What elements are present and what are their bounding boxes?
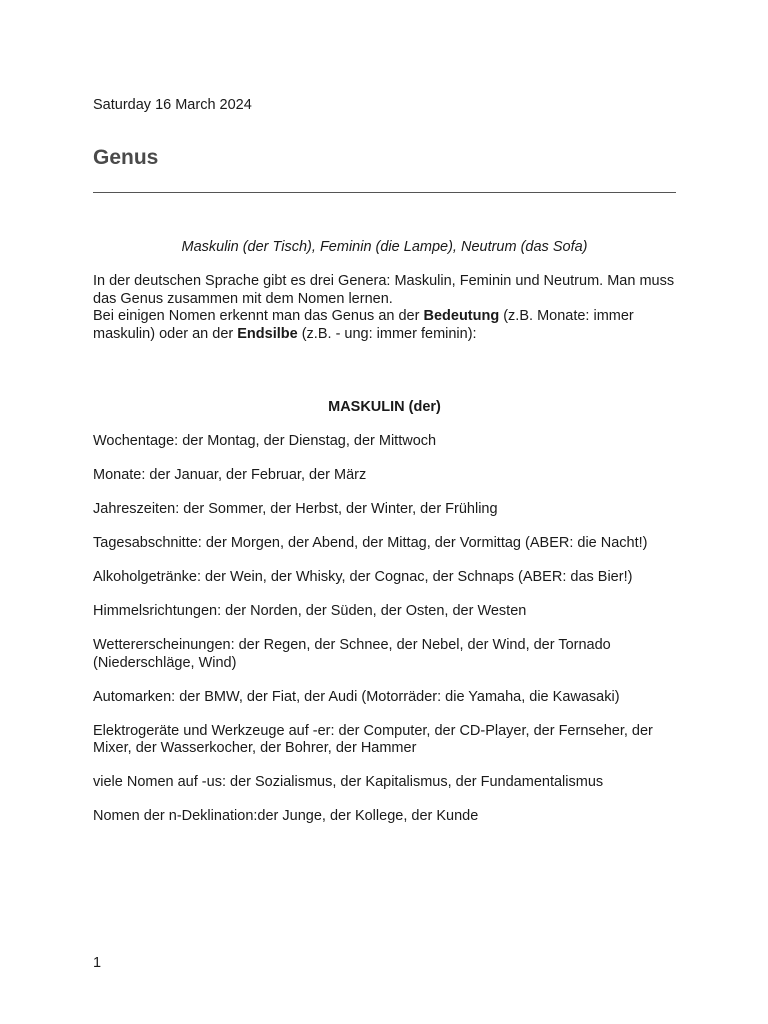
- intro-line-2: [93, 308, 676, 343]
- list-item: Wochentage: der Montag, der Dienstag, der Mittwoch: [93, 433, 437, 449]
- page-title: Genus: [93, 146, 159, 169]
- list-item: Himmelsrichtungen: der Norden, der Süden, der Osten, der Westen: [93, 603, 527, 619]
- intro-paragraph: [93, 273, 676, 343]
- intro-line-1: In der deutschen Sprache gibt es drei Genera: Maskulin, Feminin und Neutrum. Man muss das Genus zusammen mit dem Nomen lernen.: [93, 273, 675, 307]
- document-page: [93, 0, 676, 1024]
- list-item: Elektrogeräte und Werkzeuge auf -er: der Computer, der CD-Player, der Fernseher, der Mixer, der Wasserkocher, der Bohrer, der Hammer: [93, 722, 653, 756]
- list-item: viele Nomen auf -us: der Sozialismus, der Kapitalismus, der Fundamentalismus: [93, 774, 604, 790]
- maskulin-rule-list: [93, 433, 676, 842]
- list-item: Wettererscheinungen: der Regen, der Schnee, der Nebel, der Wind, der Tornado (Niederschläge, Wind): [93, 637, 611, 671]
- page-number: 1: [93, 955, 102, 971]
- list-item: Automarken: der BMW, der Fiat, der Audi (Motorräder: die Yamaha, die Kawasaki): [93, 688, 620, 705]
- document-date: Saturday 16 March 2024: [93, 97, 252, 113]
- gender-examples-subtitle: Maskulin (der Tisch), Feminin (die Lampe), Neutrum (das Sofa): [181, 239, 588, 255]
- intro-text-a: Bei einigen Nomen erkennt man das Genus an der: [93, 308, 424, 324]
- intro-bold-bedeutung: Bedeutung: [423, 308, 500, 324]
- list-item: Alkoholgetränke: der Wein, der Whisky, der Cognac, der Schnaps (ABER: das Bier!): [93, 569, 633, 585]
- intro-bold-endsilbe: Endsilbe: [237, 325, 298, 342]
- intro-text-b: (z.B. Monate: immer maskulin) oder an der: [93, 308, 634, 342]
- intro-text-c: (z.B. - ung: immer feminin):: [297, 325, 477, 342]
- list-item: Tagesabschnitte: der Morgen, der Abend, der Mittag, der Vormittag (ABER: die Nacht!): [93, 535, 648, 551]
- section-heading-maskulin: MASKULIN (der): [328, 399, 441, 415]
- list-item: Monate: der Januar, der Februar, der März: [93, 467, 367, 483]
- list-item: Jahreszeiten: der Sommer, der Herbst, der Winter, der Frühling: [93, 501, 498, 517]
- list-item: Nomen der n-Deklination:der Junge, der Kollege, der Kunde: [93, 808, 479, 824]
- title-divider: [93, 192, 676, 193]
